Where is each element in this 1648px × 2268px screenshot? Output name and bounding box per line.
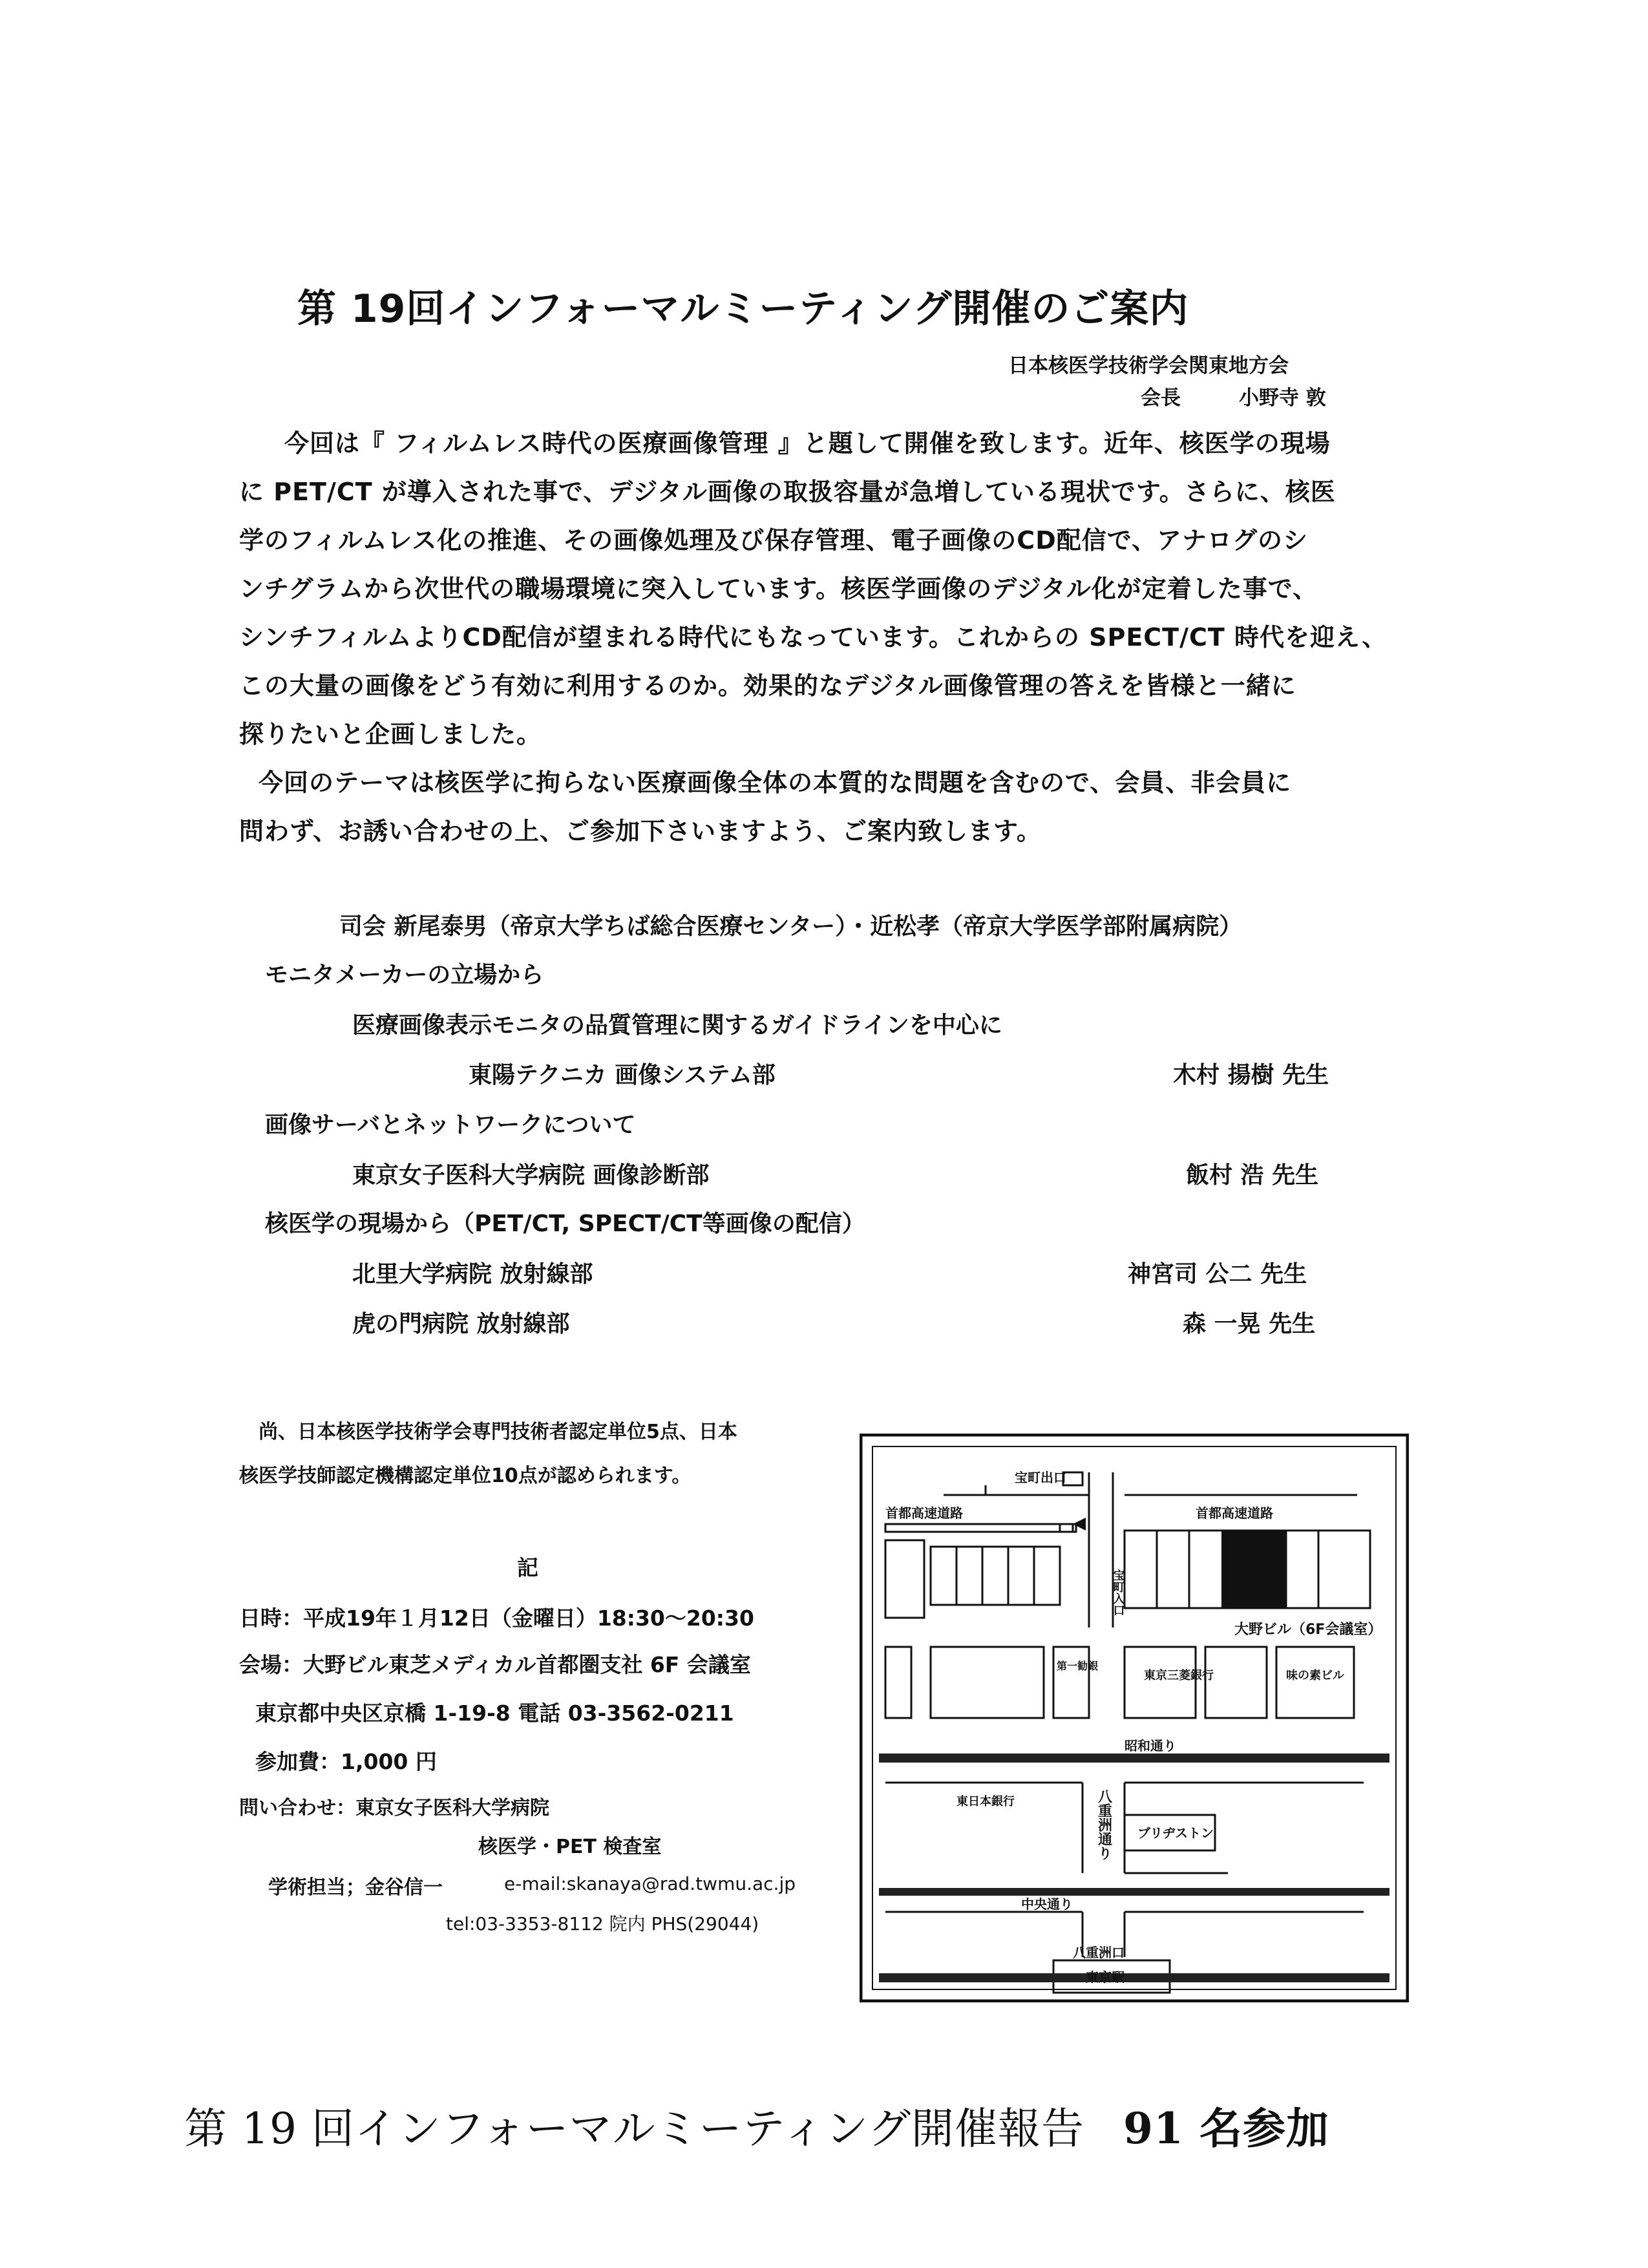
report-line bbox=[184, 2094, 1329, 2156]
session3-speaker-2: 森 一晃 先生 bbox=[1183, 1311, 1316, 1337]
intro-line: に PET/CT が導入された事で、デジタル画像の取扱容量が急増している現状です。さらに、核医 bbox=[239, 478, 1336, 506]
president-role: 会長 bbox=[1141, 387, 1181, 410]
map-label-bridgestone: ブリヂストン bbox=[1137, 1825, 1214, 1841]
session1-subtitle: 医療画像表示モニタの品質管理に関するガイドラインを中心に bbox=[352, 1012, 1002, 1039]
intro-line: 探りたいと企画しました。 bbox=[239, 720, 542, 748]
map-label-ono-building: 大野ビル（6F会議室） bbox=[1234, 1622, 1382, 1638]
venue-address: 東京都中央区京橋 1-19-8 電話 03-3562-0211 bbox=[255, 1701, 734, 1726]
session1-affiliation: 東陽テクニカ 画像システム部 bbox=[469, 1062, 776, 1088]
participation-fee: 参加費：1,000 円 bbox=[255, 1749, 437, 1774]
session3-speaker-1: 神宮司 公二 先生 bbox=[1128, 1261, 1307, 1288]
ono-building-marker bbox=[1221, 1531, 1286, 1608]
map-label-showa-dori: 昭和通り bbox=[1125, 1738, 1176, 1754]
map-label-takaracho-entrance: 宝町入口 bbox=[1111, 1569, 1125, 1616]
map-label-tokyo-station: 東京駅 bbox=[1086, 1969, 1125, 1985]
map-label-expressway-left: 首都高速道路 bbox=[885, 1505, 963, 1521]
report-title: 第 19 回インフォーマルミーティング開催報告 bbox=[184, 2104, 1085, 2154]
intro-line: 今回のテーマは核医学に拘らない医療画像全体の本質的な問題を含むので、会員、非会員に bbox=[259, 768, 1292, 797]
chuo-dori-road bbox=[879, 1888, 1389, 1896]
map-label-takaracho-exit: 宝町出口 bbox=[1015, 1470, 1066, 1485]
map-label-daiichi-bank: 第一勧銀 bbox=[1057, 1660, 1099, 1672]
map-label-chuo-dori: 中央通り bbox=[1021, 1896, 1073, 1912]
session2-title: 画像サーバとネットワークについて bbox=[265, 1112, 636, 1138]
map-label-higashinihon-bank: 東日本銀行 bbox=[956, 1795, 1015, 1808]
session1-speaker: 木村 揚樹 先生 bbox=[1173, 1062, 1329, 1088]
organization-name: 日本核医学技術学会関東地方会 bbox=[1008, 354, 1289, 377]
inquiry-dept: 核医学・PET 検査室 bbox=[478, 1836, 662, 1858]
session2-speaker: 飯村 浩 先生 bbox=[1186, 1162, 1319, 1189]
showa-dori-road bbox=[879, 1754, 1389, 1763]
intro-line: ンチグラムから次世代の職場環境に突入しています。核医学画像のデジタル化が定着した事で、 bbox=[239, 575, 1318, 603]
intro-line: 問わず、お誘い合わせの上、ご参加下さいますよう、ご案内致します。 bbox=[239, 817, 1042, 845]
contact-tel: tel:03-3353-8112 院内 PHS(29044) bbox=[446, 1913, 759, 1934]
credit-note-line: 核医学技師認定機構認定単位10点が認められます。 bbox=[239, 1465, 692, 1487]
session3-affiliation-2: 虎の門病院 放射線部 bbox=[352, 1311, 570, 1337]
intro-line: 今回は『 フィルムレス時代の医療画像管理 』と題して開催を致します。近年、核医学の現場 bbox=[284, 429, 1331, 458]
president-line bbox=[1141, 381, 1326, 410]
contact-email: e-mail:skanaya@rad.twmu.ac.jp bbox=[504, 1873, 796, 1894]
president-name: 小野寺 敦 bbox=[1239, 387, 1326, 410]
map-label-expressway-right: 首都高速道路 bbox=[1196, 1505, 1273, 1521]
intro-line: シンチフィルムよりCD配信が望まれる時代にもなっています。これからの SPECT/CT 時代を迎え、 bbox=[239, 623, 1388, 652]
session2-affiliation: 東京女子医科大学病院 画像診断部 bbox=[352, 1162, 710, 1189]
access-map bbox=[860, 1434, 1409, 2002]
contact-person: 学術担当；金谷信一 bbox=[268, 1876, 443, 1899]
session3-affiliation-1: 北里大学病院 放射線部 bbox=[352, 1261, 593, 1288]
map-label-yaesu-dori: 八重洲通り bbox=[1095, 1789, 1112, 1860]
session3-title: 核医学の現場から（PET/CT, SPECT/CT等画像の配信） bbox=[265, 1211, 865, 1237]
ki-heading: 記 bbox=[517, 1555, 538, 1580]
credit-note-line: 尚、日本核医学技術学会専門技術者認定単位5点、日本 bbox=[259, 1421, 737, 1443]
inquiry-line: 問い合わせ：東京女子医科大学病院 bbox=[239, 1797, 549, 1819]
chairs-line: 司会 新尾泰男（帝京大学ちば総合医療センター）・近松孝（帝京大学医学部附属病院） bbox=[339, 913, 1243, 940]
page-title: 第 19回インフォーマルミーティング開催のご案内 bbox=[297, 286, 1189, 332]
entrance-arrow-icon bbox=[1073, 1518, 1086, 1531]
map-label-tokyo-mitsubishi: 東京三菱銀行 bbox=[1144, 1669, 1214, 1682]
meeting-datetime: 日時：平成19年１月12日（金曜日）18:30〜20:30 bbox=[239, 1606, 754, 1631]
map-label-yaesu-exit: 八重洲口 bbox=[1073, 1945, 1125, 1960]
railway-line bbox=[879, 1973, 1389, 1982]
session1-title: モニタメーカーの立場から bbox=[265, 962, 544, 988]
meeting-venue: 会場：大野ビル東芝メディカル首都圏支社 6F 会議室 bbox=[239, 1652, 751, 1677]
intro-line: 学のフィルムレス化の推進、その画像処理及び保存管理、電子画像のCD配信で、アナログのシ bbox=[239, 526, 1308, 555]
map-label-ajinomoto: 味の素ビル bbox=[1286, 1669, 1344, 1682]
intro-line: この大量の画像をどう有効に利用するのか。効果的なデジタル画像管理の答えを皆様と一緒に bbox=[239, 672, 1296, 700]
participant-count: 91 名参加 bbox=[1123, 2103, 1329, 2154]
